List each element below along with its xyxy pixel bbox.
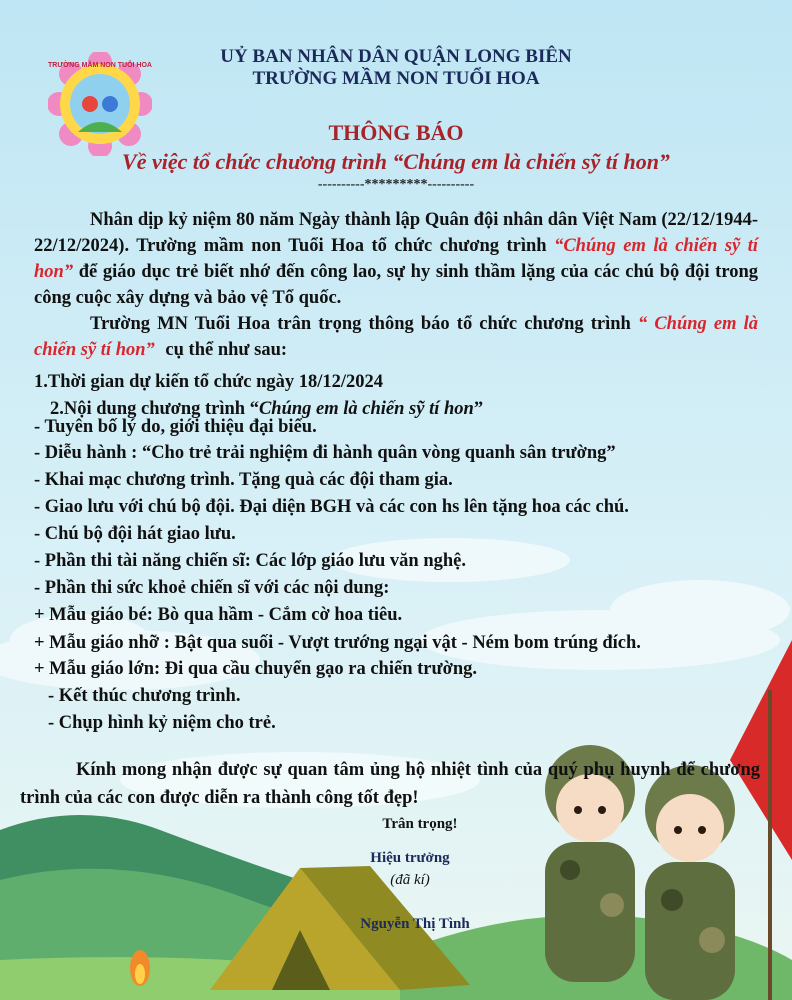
- closing-paragraph: Kính mong nhận được sự quan tâm ủng hộ nhiệt tình của quý phụ huynh để chương trình của các con được diễn ra thành công tốt đẹp!: [20, 760, 760, 808]
- org-line-2: TRƯỜNG MẦM NON TUỔI HOA: [252, 68, 540, 89]
- announce-text: Trường MN Tuổi Hoa trân trọng thông báo tổ chức chương trình: [90, 314, 631, 334]
- list-item: - Phần thi sức khoẻ chiến sĩ với các nội dung:: [34, 578, 390, 598]
- program-name-highlight-2: “ Chúng em là chiến sỹ tí hon”: [34, 314, 758, 360]
- notice-title: THÔNG BÁO: [328, 120, 464, 145]
- separator: ----------*********----------: [317, 177, 475, 192]
- intro-paragraph-2: [34, 311, 758, 363]
- list-item: - Giao lưu với chú bộ đội. Đại diện BGH và các con hs lên tặng hoa các chú.: [34, 497, 629, 517]
- notice-subtitle: Về việc tổ chức chương trình “Chúng em là chiến sỹ tí hon”: [122, 149, 670, 174]
- list-item: - Tuyên bố lý do, giới thiệu đại biểu.: [34, 417, 317, 437]
- item-time: 1.Thời gian dự kiến tổ chức ngày 18/12/2024: [34, 372, 384, 392]
- signature-signed: (đã kí): [390, 872, 430, 888]
- regards-text: Trân trọng!: [382, 816, 458, 832]
- list-item: + Mẫu giáo lớn: Đi qua cầu chuyển gạo ra chiến trường.: [34, 659, 477, 679]
- signature-role: Hiệu trưởng: [370, 850, 450, 866]
- list-item: + Mẫu giáo nhỡ : Bật qua suối - Vượt trướng ngại vật - Ném bom trúng đích.: [34, 633, 641, 653]
- intro-text-cont: để giáo dục trẻ biết nhớ đến công lao, sự hy sinh thầm lặng của các chú bộ đội trong công cuộc xây dựng và bảo vệ Tổ quốc.: [34, 262, 758, 308]
- list-item: - Chú bộ đội hát giao lưu.: [34, 524, 236, 544]
- list-item: - Khai mạc chương trình. Tặng quà các đội tham gia.: [34, 470, 453, 490]
- campfire-shape: [130, 950, 150, 986]
- item-content-italic: Chúng em là chiến sỹ tí hon: [258, 399, 474, 419]
- announce-text-cont: cụ thể như sau:: [165, 340, 288, 360]
- intro-text: Nhân dịp kỷ niệm 80 năm Ngày thành lập Quân đội nhân dân Việt Nam (22/12/1944-22/12/2024). Trường mầm non Tuổi Hoa tổ chức chương trình: [34, 210, 758, 256]
- item-content-label: 2.Nội dung chương trình “: [50, 399, 259, 419]
- org-line-1: UỶ BAN NHÂN DÂN QUẬN LONG BIÊN: [220, 46, 572, 67]
- list-item: - Phần thi tài năng chiến sĩ: Các lớp giáo lưu văn nghệ.: [34, 551, 467, 571]
- signature-name: Nguyễn Thị Tình: [360, 916, 470, 932]
- list-item: + Mẫu giáo bé: Bò qua hầm - Cắm cờ hoa tiêu.: [34, 605, 403, 625]
- logo-text: TRƯỜNG MẦM NON TUỔI HOA: [48, 62, 152, 69]
- list-item: - Chụp hình kỷ niệm cho trẻ.: [48, 713, 276, 733]
- item-content-close: ”: [473, 399, 484, 419]
- list-item: - Kết thúc chương trình.: [48, 686, 241, 706]
- program-name-highlight: “Chúng em là chiến sỹ tí hon”: [34, 236, 759, 282]
- intro-paragraph-1: [34, 207, 758, 311]
- list-item: - Diễu hành : “Cho trẻ trải nghiệm đi hành quân vòng quanh sân trường”: [34, 443, 616, 463]
